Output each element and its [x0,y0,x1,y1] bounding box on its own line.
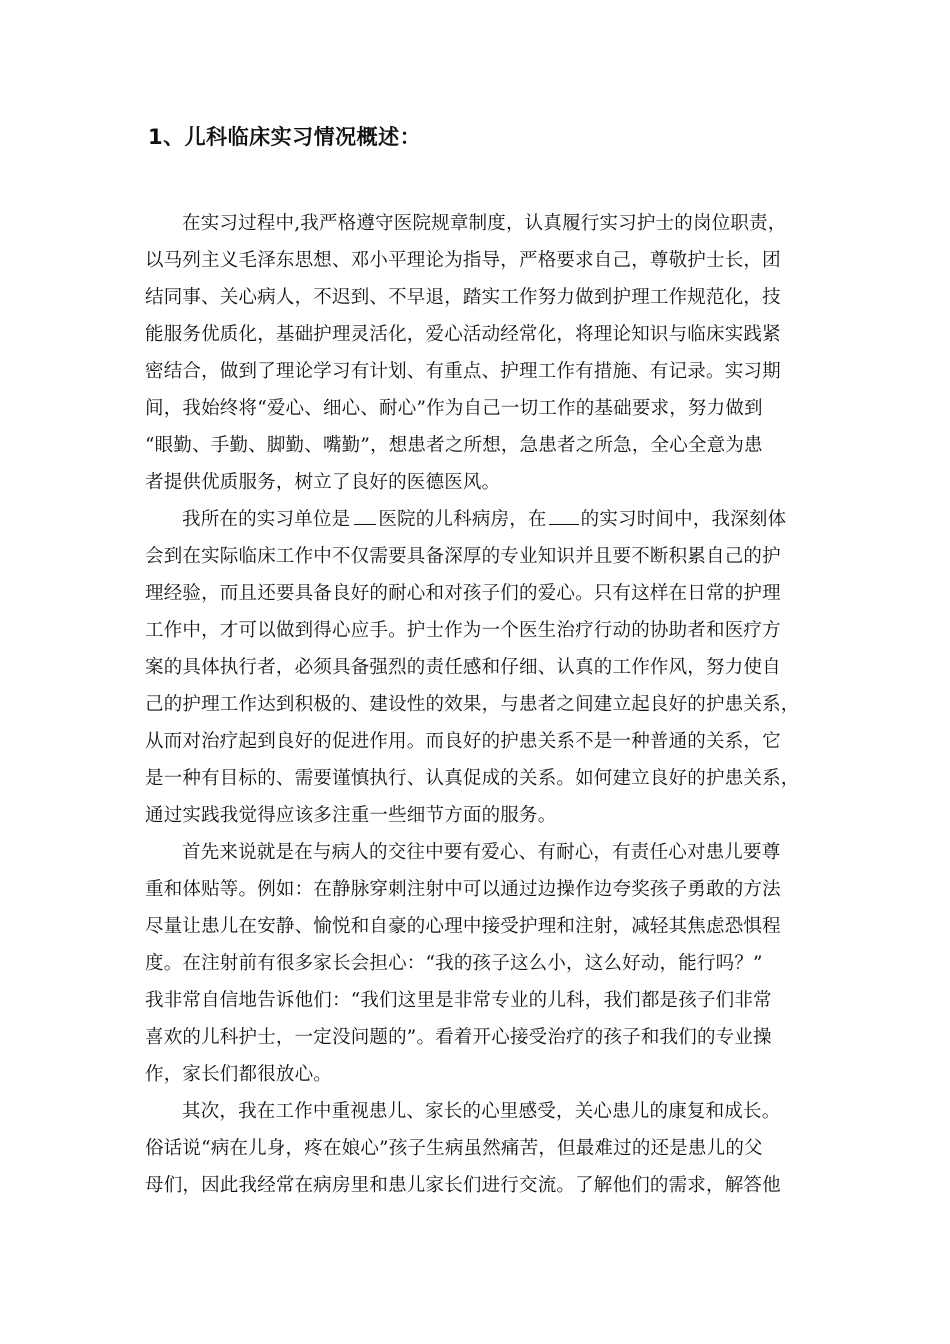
text-line: 是一种有目标的、需要谨慎执行、认真促成的关系。如何建立良好的护患关系， [145,768,800,789]
text-line: 我非常自信地告诉他们：“我们这里是非常专业的儿科，我们都是孩子们非常 [145,990,772,1011]
text-line: 密结合，做到了理论学习有计划、有重点、护理工作有措施、有记录。实习期 [145,361,781,382]
text-line: 在实习过程中,我严格遵守医院规章制度，认真履行实习护士的岗位职责， [182,213,787,234]
fill-in-blank [549,502,579,525]
text-line: 从而对治疗起到良好的促进作用。而良好的护患关系不是一种普通的关系，它 [145,731,781,752]
text-line: 能服务优质化，基础护理灵活化，爱心活动经常化，将理论知识与临床实践紧 [145,324,781,345]
text-line: 者提供优质服务，树立了良好的医德医风。 [145,472,501,493]
text-line: 首先来说就是在与病人的交往中要有爱心、有耐心，有责任心对患儿要尊 [182,842,781,863]
text-line: 其次，我在工作中重视患儿、家长的心里感受，关心患儿的康复和成长。 [182,1101,781,1122]
text-line: 工作中，才可以做到得心应手。护士作为一个医生治疗行动的协助者和医疗方 [145,620,781,641]
text-line: 作，家长们都很放心。 [145,1064,333,1085]
text-line: 会到在实际临床工作中不仅需要具备深厚的专业知识并且要不断积累自己的护 [145,546,781,567]
text-line: 间，我始终将“爱心、细心、耐心”作为自己一切工作的基础要求，努力做到 [145,398,763,419]
text-line: 己的护理工作达到积极的、建设性的效果，与患者之间建立起良好的护患关系， [145,694,800,715]
text-line: “眼勤、手勤、脚勤、嘴勤”，想患者之所想，急患者之所急，全心全意为患 [145,435,763,456]
text-line-with-blanks [145,501,825,538]
text-segment: 的实习时间中，我深刻体 [580,509,787,530]
text-line: 喜欢的儿科护士，一定没问题的”。看着开心接受治疗的孩子和我们的专业操 [145,1027,772,1048]
text-segment: 医院的儿科病房，在 [378,509,547,530]
text-line: 结同事、关心病人，不迟到、不早退，踏实工作努力做到护理工作规范化，技 [145,287,781,308]
body-text [145,205,825,1204]
text-line: 俗话说“病在儿身，疼在娘心”孩子生病虽然痛苦，但最难过的还是患儿的父 [145,1138,763,1159]
text-line: 案的具体执行者，必须具备强烈的责任感和仔细、认真的工作作风，努力使自 [145,657,781,678]
section-heading: 1、儿科临床实习情况概述： [148,125,422,149]
text-line: 通过实践我觉得应该多注重一些细节方面的服务。 [145,805,557,826]
fill-in-blank [354,502,376,525]
text-line: 母们，因此我经常在病房里和患儿家长们进行交流。了解他们的需求，解答他 [145,1175,781,1196]
text-line: 尽量让患儿在安静、愉悦和自豪的心理中接受护理和注射，减轻其焦虑恐惧程 [145,916,781,937]
text-line: 以马列主义毛泽东思想、邓小平理论为指导，严格要求自己，尊敬护士长，团 [145,250,781,271]
text-line: 理经验，而且还要具备良好的耐心和对孩子们的爱心。只有这样在日常的护理 [145,583,781,604]
text-line: 度。在注射前有很多家长会担心：“我的孩子这么小，这么好动，能行吗？” [145,953,763,974]
text-segment: 我所在的实习单位是 [182,509,351,530]
text-line: 重和体贴等。例如：在静脉穿刺注射中可以通过边操作边夸奖孩子勇敢的方法 [145,879,781,900]
